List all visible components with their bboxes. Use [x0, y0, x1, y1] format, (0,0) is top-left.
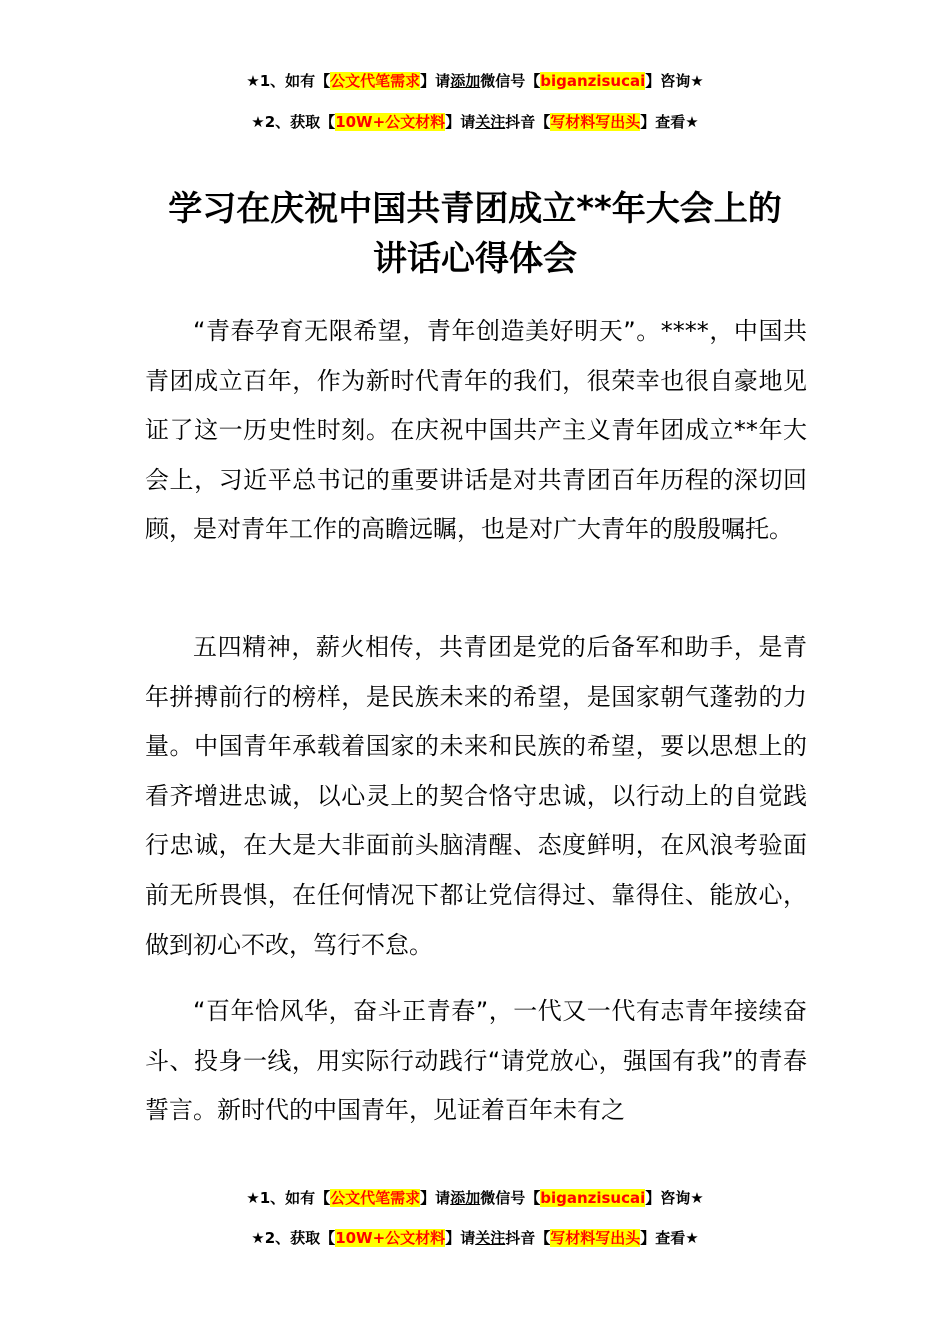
banner-text: ★1、如有【 — [246, 1189, 331, 1207]
banner-text: 抖音【 — [505, 113, 551, 131]
banner-underline: 添加 — [450, 1189, 481, 1207]
banner-text: 】请 — [420, 1189, 451, 1207]
banner-text: 微信号【 — [480, 1189, 541, 1207]
banner-text: 微信号【 — [480, 72, 541, 90]
banner-highlight: 10W+公文材料 — [335, 113, 446, 131]
banner-highlight: 10W+公文材料 — [335, 1229, 446, 1247]
banner-text: ★1、如有【 — [246, 72, 331, 90]
banner-text: 】请 — [445, 1229, 476, 1247]
banner-text: ★2、获取【 — [251, 113, 336, 131]
banner-text: 】请 — [445, 113, 476, 131]
banner-text: 抖音【 — [505, 1229, 551, 1247]
body-paragraph-3: “百年恰风华，奋斗正青春”，一代又一代有志青年接续奋斗、投身一线，用实际行动践行“请党放心，强国有我”的青春誓言。新时代的中国青年，见证着百年未有之 — [145, 997, 807, 1125]
banner-underline: 关注 — [475, 1229, 506, 1247]
banner-text: 】请 — [420, 72, 451, 90]
banner-text: 】咨询★ — [645, 72, 704, 90]
banner-wechat-id: biganzisucai — [540, 72, 646, 90]
banner-highlight: 公文代笔需求 — [330, 1189, 421, 1207]
body-paragraph-2: 五四精神，薪火相传，共青团是党的后备军和助手，是青年拼搏前行的榜样，是民族未来的希望，是国家朝气蓬勃的力量。中国青年承载着国家的未来和民族的希望，要以思想上的看齐增进忠诚，以心灵上的契合恪守忠诚，以行动上的自觉践行忠诚，在大是大非面前头脑清醒、态度鲜明，在风浪考验面前无所畏惧，在任何情况下都让党信得过、靠得住、能放心，做到初心不改，笃行不怠。 — [145, 633, 807, 959]
bottom-banner-line-1 — [0, 1187, 950, 1209]
bottom-banner-line-2 — [0, 1227, 950, 1249]
document-title-line-1: 学习在庆祝中国共青团成立**年大会上的 — [168, 189, 782, 229]
banner-underline: 关注 — [475, 113, 506, 131]
banner-text: 】查看★ — [640, 1229, 699, 1247]
document-title-line-2: 讲话心得体会 — [373, 239, 577, 279]
banner-underline: 添加 — [450, 72, 481, 90]
banner-highlight: 公文代笔需求 — [330, 72, 421, 90]
banner-wechat-id: biganzisucai — [540, 1189, 646, 1207]
banner-douyin-id: 写材料写出头 — [550, 1229, 641, 1247]
top-banner-line-1 — [0, 70, 950, 92]
banner-text: 】查看★ — [640, 113, 699, 131]
banner-text: ★2、获取【 — [251, 1229, 336, 1247]
banner-douyin-id: 写材料写出头 — [550, 113, 641, 131]
top-banner-line-2 — [0, 111, 950, 133]
body-paragraph-1: “青春孕育无限希望，青年创造美好明天”。****，中国共青团成立百年，作为新时代青年的我们，很荣幸也很自豪地见证了这一历史性时刻。在庆祝中国共产主义青年团成立**年大会上，习近平总书记的重要讲话是对共青团百年历程的深切回顾，是对青年工作的高瞻远瞩，也是对广大青年的殷殷嘱托。 — [145, 317, 807, 544]
banner-text: 】咨询★ — [645, 1189, 704, 1207]
